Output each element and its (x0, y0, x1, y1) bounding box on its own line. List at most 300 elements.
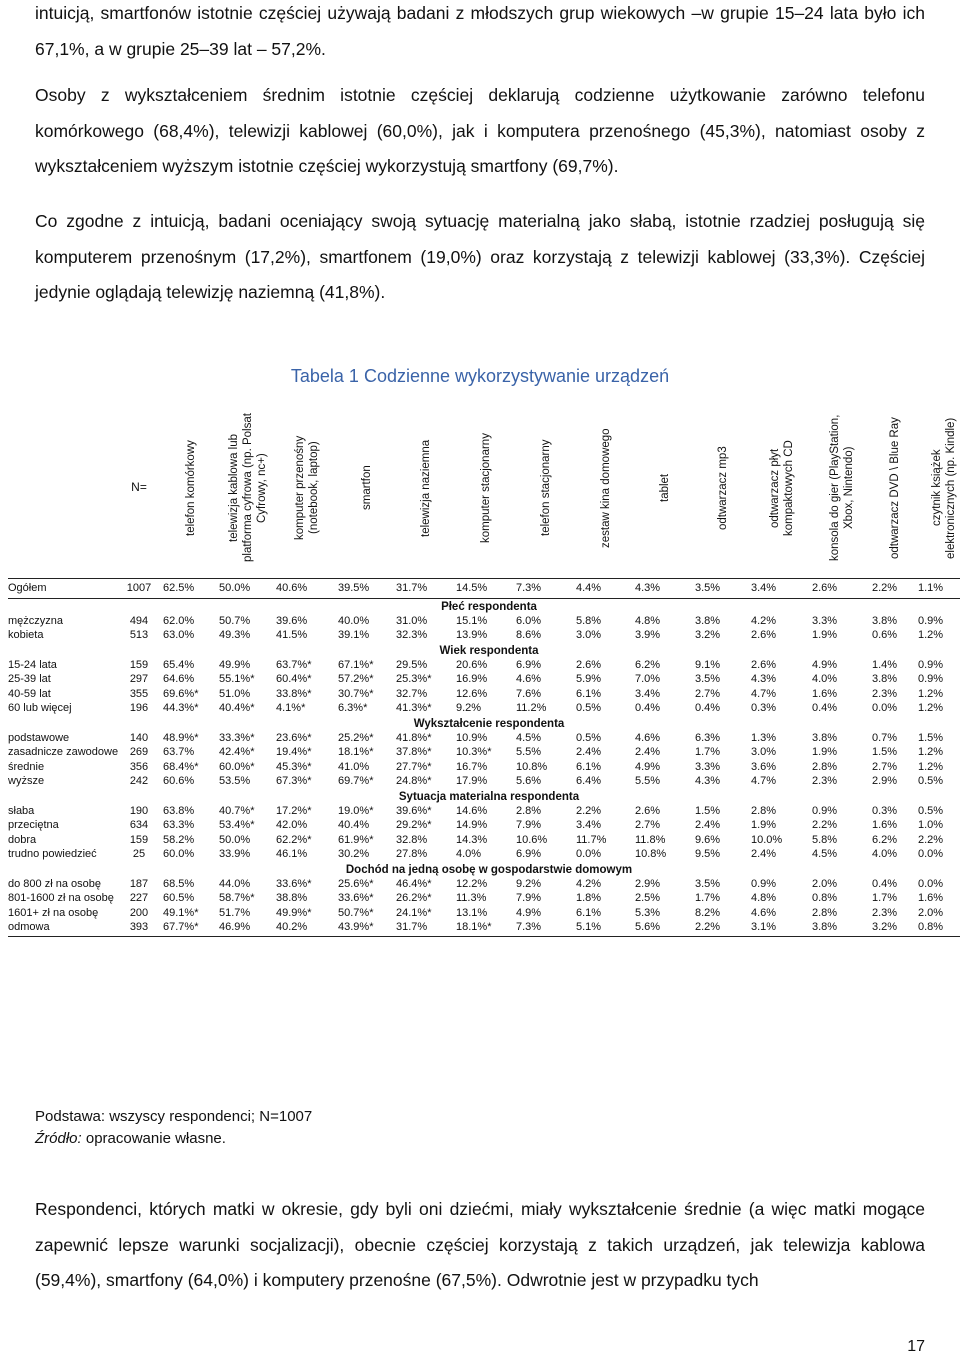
section-title: Płeć respondenta (441, 600, 537, 613)
column-header-label: komputer stacjonarny (480, 433, 492, 543)
cell-value: 40.6% (276, 579, 338, 599)
cell-value: 46.4%* (396, 877, 432, 890)
cell-value: 67.7%* (163, 920, 219, 936)
cell-value: 63.0% (163, 629, 195, 641)
row-n: 297 (129, 673, 149, 685)
column-header-label: czytnik książek elektronicznych (np. Kindle) (931, 417, 957, 559)
table-row (8, 687, 960, 702)
cell-value: 69.6%* (163, 687, 199, 700)
cell-value: 2.8% (812, 906, 838, 919)
cell-value: 7.9% (516, 819, 542, 831)
cell-value: 2.4% (576, 746, 602, 758)
cell-value: 2.6% (635, 804, 661, 817)
cell-value: 41.8%* (396, 731, 432, 744)
cell-value: 1.2% (918, 746, 944, 758)
cell-value: 40.0% (338, 614, 370, 627)
cell-value: 39.6% (276, 614, 308, 627)
cell-value: 0.9% (918, 614, 944, 627)
cell-value: 5.3% (635, 906, 661, 919)
table-row (8, 877, 960, 892)
cell-value: 1.2% (918, 687, 944, 700)
cell-value: 26.2%* (396, 892, 432, 904)
cell-value: 33.8%* (276, 687, 312, 700)
cell-value: 25.6%* (338, 877, 374, 890)
cell-value: 0.9% (918, 673, 944, 685)
cell-value: 17.2%* (276, 804, 312, 817)
cell-value: 5.1% (576, 920, 635, 936)
column-header-label: odtwarzacz płyt kompaktowych CD (768, 440, 795, 536)
cell-value: 63.7% (163, 746, 195, 758)
table-row (8, 614, 960, 629)
cell-value: 18.1%* (456, 920, 516, 936)
cell-value: 33.6%* (276, 877, 312, 890)
cell-value: 50.7%* (338, 906, 374, 919)
cell-value: 49.9%* (276, 906, 312, 919)
cell-value: 2.7% (695, 687, 721, 700)
cell-value: 6.0% (516, 614, 542, 627)
cell-value: 0.4% (872, 877, 898, 890)
cell-value: 1.4% (872, 658, 898, 671)
cell-value: 10.6% (516, 833, 548, 846)
cell-value: 55.1%* (219, 673, 255, 685)
cell-value: 63.8% (163, 804, 195, 817)
cell-value: 41.3%* (396, 702, 432, 714)
cell-value: 8.6% (516, 629, 542, 641)
cell-value: 57.2%* (338, 673, 374, 685)
cell-value: 50.7% (219, 614, 251, 627)
cell-value: 5.5% (635, 775, 661, 787)
cell-value: 2.2% (872, 579, 918, 599)
cell-value: 4.6% (751, 906, 777, 919)
column-header-label: odtwarzacz DVD \ Blue Ray (889, 417, 901, 559)
table-row (8, 818, 960, 833)
cell-value: 3.2% (695, 629, 721, 641)
cell-value: 61.9%* (338, 833, 374, 846)
cell-value: 3.5% (695, 673, 721, 685)
cell-value: 0.5% (576, 702, 602, 714)
table-row (8, 847, 960, 862)
table-row (8, 745, 960, 760)
cell-value: 6.1% (576, 906, 602, 919)
cell-value: 2.2% (918, 833, 944, 846)
source-note (35, 1128, 226, 1149)
cell-value: 38.8% (276, 892, 308, 904)
column-header (812, 396, 872, 579)
column-header-label: telewizja naziemna (420, 439, 432, 537)
table-caption: Tabela 1 Codzienne wykorzystywanie urządzeń (290, 366, 670, 386)
cell-value: 13.9% (456, 629, 488, 641)
cell-value: 3.5% (695, 877, 721, 890)
cell-value: 15.1% (456, 614, 488, 627)
cell-value: 0.0% (918, 877, 944, 890)
row-label: zasadnicze zawodowe (8, 746, 119, 758)
cell-value: 0.3% (872, 804, 898, 817)
cell-value: 45.3%* (276, 760, 312, 773)
cell-value: 0.4% (695, 702, 721, 714)
column-header-label: odtwarzacz mp3 (717, 446, 729, 530)
row-n: 196 (129, 702, 149, 714)
cell-value: 60.0% (163, 848, 195, 860)
cell-value: 40.4%* (219, 702, 255, 714)
cell-value: 3.3% (812, 614, 838, 627)
n-header: N= (131, 480, 147, 494)
cell-value: 17.9% (456, 775, 488, 787)
column-header (635, 396, 695, 579)
cell-value: 9.5% (695, 848, 721, 860)
cell-value: 16.9% (456, 673, 488, 685)
table-row (8, 760, 960, 775)
cell-value: 0.9% (918, 658, 944, 671)
column-header (695, 396, 751, 579)
cell-value: 60.6% (163, 775, 195, 787)
cell-value: 3.4% (576, 819, 602, 831)
cell-value: 0.5% (918, 775, 944, 787)
column-header (163, 396, 219, 579)
cell-value: 7.3% (516, 579, 576, 599)
column-header-label: telefon stacjonarny (540, 439, 552, 537)
cell-value: 2.5% (635, 892, 661, 904)
cell-value: 7.6% (516, 687, 542, 700)
cell-value: 50.0% (219, 833, 251, 846)
row-label: Ogółem (8, 579, 115, 599)
cell-value: 19.4%* (276, 746, 312, 758)
cell-value: 1.5% (872, 746, 898, 758)
section-title: Wiek respondenta (439, 644, 539, 657)
cell-value: 5.6% (635, 920, 695, 936)
cell-value: 6.9% (516, 658, 542, 671)
column-header-label: telewizja kablowa lub platforma cyfrowa (np. Polsat Cyfrowy, nc+) (227, 413, 268, 563)
cell-value: 27.7%* (396, 760, 432, 773)
cell-value: 3.8% (872, 673, 898, 685)
cell-value: 4.9% (516, 906, 542, 919)
cell-value: 31.0% (396, 614, 428, 627)
section-row (8, 789, 960, 804)
table-body (8, 579, 960, 937)
cell-value: 2.9% (635, 877, 661, 890)
row-label: słaba (8, 804, 35, 817)
cell-value: 69.7%* (338, 775, 374, 787)
cell-value: 11.8% (635, 833, 666, 846)
cell-value: 50.0% (219, 579, 276, 599)
section-title: Dochód na jedną osobę w gospodarstwie domowym (345, 863, 633, 876)
cell-value: 4.0% (812, 673, 838, 685)
cell-value: 3.0% (751, 746, 777, 758)
row-n: 1007 (115, 579, 163, 599)
cell-value: 60.4%* (276, 673, 312, 685)
cell-value: 3.0% (576, 629, 602, 641)
cell-value: 1.1% (918, 579, 960, 599)
cell-value: 3.6% (751, 760, 777, 773)
cell-value: 46.1% (276, 848, 308, 860)
column-header-label: komputer przenośny (notebook, laptop) (294, 435, 320, 541)
page-number: 17 (907, 1338, 925, 1355)
cell-value: 6.1% (576, 687, 602, 700)
cell-value: 16.7% (456, 760, 488, 773)
cell-value: 1.9% (812, 746, 838, 758)
section-row (8, 862, 960, 877)
cell-value: 2.0% (812, 877, 838, 890)
row-label: 60 lub więcej (8, 702, 72, 714)
cell-value: 60.0%* (219, 760, 255, 773)
header-row (8, 396, 960, 579)
cell-value: 2.6% (751, 629, 777, 641)
cell-value: 39.5% (338, 579, 396, 599)
cell-value: 11.3% (456, 892, 487, 904)
row-n: 513 (129, 629, 149, 641)
cell-value: 6.2% (635, 658, 661, 671)
cell-value: 19.0%* (338, 804, 374, 817)
cell-value: 18.1%* (338, 746, 374, 758)
cell-value: 33.6%* (338, 892, 374, 904)
section-row (8, 643, 960, 658)
cell-value: 41.5% (276, 629, 308, 641)
row-label: 40-59 lat (8, 687, 51, 700)
cell-value: 14.6% (456, 804, 488, 817)
row-n: 393 (115, 920, 163, 936)
row-label: mężczyzna (8, 614, 64, 627)
row-n: 269 (129, 746, 149, 758)
row-n: 227 (129, 892, 149, 904)
cell-value: 33.3%* (219, 731, 255, 744)
section-row (8, 598, 960, 614)
cell-value: 10.0% (751, 833, 783, 846)
cell-value: 0.5% (918, 804, 944, 817)
cell-value: 4.8% (635, 614, 661, 627)
cell-value: 0.3% (751, 702, 777, 714)
cell-value: 4.5% (812, 848, 838, 860)
cell-value: 49.3% (219, 629, 251, 641)
cell-value: 60.5% (163, 892, 195, 904)
cell-value: 30.2% (338, 848, 370, 860)
cell-value: 62.2%* (276, 833, 312, 846)
cell-value: 44.0% (219, 877, 251, 890)
cell-value: 2.4% (695, 819, 721, 831)
cell-value: 2.6% (751, 658, 777, 671)
cell-value: 43.9%* (338, 920, 396, 936)
cell-value: 29.5% (396, 658, 428, 671)
cell-value: 6.3% (695, 731, 721, 744)
row-label: przeciętna (8, 819, 59, 831)
cell-value: 0.0% (918, 848, 944, 860)
column-header-label: konsola do gier (PlayStation, Xbox, Nintendo) (829, 414, 855, 562)
cell-value: 11.7% (576, 833, 607, 846)
cell-value: 0.0% (576, 848, 602, 860)
cell-value: 0.8% (812, 892, 838, 904)
cell-value: 27.8% (396, 848, 428, 860)
cell-value: 32.3% (396, 629, 428, 641)
cell-value: 62.0% (163, 614, 195, 627)
cell-value: 7.0% (635, 673, 661, 685)
cell-value: 68.4%* (163, 760, 199, 773)
cell-value: 4.8% (751, 892, 777, 904)
cell-value: 49.9% (219, 658, 251, 671)
row-n: 25 (132, 848, 146, 860)
cell-value: 6.1% (576, 760, 602, 773)
cell-value: 14.3% (456, 833, 488, 846)
table-row (8, 658, 960, 673)
paragraph-2: Osoby z wykształceniem średnim istotnie częściej deklarują codzienne użytkowanie zarówno telefonu komórkowego (68,4%), telewizji kablowej (60,0%), jak i komputera przenośnego (45,3%), natomiast osoby z wykształceniem wyższym istotnie częściej wykorzystują smartfony (69,7%). (35, 85, 925, 176)
cell-value: 10.9% (456, 731, 488, 744)
cell-value: 3.8% (812, 731, 838, 744)
cell-value: 8.2% (695, 906, 721, 919)
cell-value: 2.8% (516, 804, 542, 817)
cell-value: 39.6%* (396, 804, 432, 817)
cell-value: 1.2% (918, 629, 944, 641)
cell-value: 42.4%* (219, 746, 255, 758)
cell-value: 65.4% (163, 658, 195, 671)
cell-value: 4.9% (635, 760, 661, 773)
cell-value: 30.7%* (338, 687, 374, 700)
source-value: opracowanie własne. (81, 1130, 226, 1147)
cell-value: 24.8%* (396, 775, 432, 787)
table-row (8, 920, 960, 936)
cell-value: 3.5% (695, 579, 751, 599)
cell-value: 2.8% (751, 804, 777, 817)
cell-value: 3.8% (695, 614, 721, 627)
cell-value: 40.4% (338, 819, 370, 831)
cell-value: 63.3% (163, 819, 195, 831)
section-title: Sytuacja materialna respondenta (398, 790, 580, 803)
column-header-label: tablet (659, 473, 671, 503)
cell-value: 7.3% (516, 920, 576, 936)
cell-value: 24.1%* (396, 906, 432, 919)
cell-value: 2.2% (812, 819, 838, 831)
table-row (8, 891, 960, 906)
cell-value: 4.0% (872, 848, 898, 860)
cell-value: 63.7%* (276, 658, 312, 671)
cell-value: 1.7% (872, 892, 898, 904)
row-n: 356 (129, 760, 149, 773)
column-header (219, 396, 276, 579)
table-row (8, 579, 960, 599)
cell-value: 4.3% (635, 579, 695, 599)
cell-value: 2.7% (635, 819, 661, 831)
row-label: średnie (8, 760, 45, 773)
cell-value: 3.2% (872, 920, 918, 936)
paragraph-3: Co zgodne z intuicją, badani oceniający swoją sytuację materialną jako słabą, istotnie rzadziej posługują się komputerem przenośnym (17,2%), smartfonem (19,0%) oraz korzystają z telewizji kablowej (33,3%). Częściej jedynie oglądają telewizję naziemną (41,8%). (35, 211, 925, 302)
row-n: 159 (129, 833, 149, 846)
cell-value: 9.1% (695, 658, 721, 671)
table-row (8, 628, 960, 643)
cell-value: 31.7% (396, 920, 456, 936)
table-row (8, 906, 960, 921)
cell-value: 2.6% (812, 579, 872, 599)
row-label: 801-1600 zł na osobę (8, 892, 114, 904)
cell-value: 9.2% (516, 877, 542, 890)
column-header (872, 396, 918, 579)
cell-value: 2.9% (872, 775, 898, 787)
cell-value: 0.6% (872, 629, 898, 641)
cell-value: 9.2% (456, 702, 482, 714)
cell-value: 1.7% (695, 746, 721, 758)
row-n: 494 (129, 614, 149, 627)
cell-value: 2.2% (695, 920, 751, 936)
cell-value: 1.5% (918, 731, 944, 744)
column-header (918, 396, 960, 579)
cell-value: 2.2% (576, 804, 602, 817)
cell-value: 4.4% (576, 579, 635, 599)
cell-value: 4.2% (576, 877, 602, 890)
cell-value: 1.2% (918, 760, 944, 773)
cell-value: 0.7% (872, 731, 898, 744)
cell-value: 10.8% (635, 848, 667, 860)
table-row (8, 833, 960, 848)
column-header-label: zestaw kina domowego (599, 428, 612, 548)
cell-value: 3.8% (872, 614, 898, 627)
cell-value: 3.9% (635, 629, 661, 641)
cell-value: 4.6% (635, 731, 661, 744)
section-row (8, 716, 960, 731)
cell-value: 5.5% (516, 746, 542, 758)
cell-value: 0.9% (812, 804, 838, 817)
cell-value: 6.3%* (338, 702, 368, 714)
cell-value: 5.8% (812, 833, 838, 846)
cell-value: 33.9% (219, 848, 251, 860)
row-n: 200 (129, 906, 149, 919)
cell-value: 4.3% (695, 775, 721, 787)
row-label: 25-39 lat (8, 673, 51, 685)
cell-value: 62.5% (163, 579, 219, 599)
cell-value: 1.6% (872, 819, 898, 831)
cell-value: 1.9% (751, 819, 777, 831)
cell-value: 6.9% (516, 848, 542, 860)
cell-value: 1.2% (918, 702, 944, 714)
cell-value: 40.7%* (219, 804, 255, 817)
table-row (8, 774, 960, 789)
column-header-label: telefon komórkowy (185, 440, 197, 536)
cell-value: 23.6%* (276, 731, 312, 744)
paragraph-1: intuicją, smartfonów istotnie częściej używają badani z młodszych grup wiekowych –w grupie 15–24 lata było ich 67,1%, a w grupie 25–39 lat – 57,2%. (35, 3, 925, 59)
cell-value: 51.0% (219, 687, 251, 700)
cell-value: 2.3% (872, 687, 898, 700)
cell-value: 40.2% (276, 920, 338, 936)
cell-value: 4.5% (516, 731, 542, 744)
cell-value: 0.4% (812, 702, 838, 714)
cell-value: 1.5% (695, 804, 721, 817)
row-n: 355 (129, 687, 149, 700)
paragraph-4: Respondenci, których matki w okresie, gdy byli oni dziećmi, miały wykształcenie średnie (a więc matki mogące zapewnić lepsze warunki socjalizacji), obecnie częściej korzystają z takich urządzeń, jak telewizja kablowa (59,4%), smartfony (64,0%) i komputery przenośne (67,5%). Odwrotnie jest w przypadku tych (35, 1199, 925, 1290)
cell-value: 1.3% (751, 731, 777, 744)
cell-value: 42.0% (276, 819, 308, 831)
cell-value: 46.9% (219, 920, 276, 936)
cell-value: 3.3% (695, 760, 721, 773)
row-label: dobra (8, 833, 37, 846)
cell-value: 41.0% (338, 760, 370, 773)
cell-value: 0.8% (918, 920, 960, 936)
cell-value: 4.0% (456, 848, 482, 860)
cell-value: 1.7% (695, 892, 721, 904)
row-label: 1601+ zł na osobę (8, 906, 99, 919)
cell-value: 5.9% (576, 673, 602, 685)
column-header (576, 396, 635, 579)
cell-value: 25.3%* (396, 673, 432, 685)
column-header (276, 396, 338, 579)
row-n: 140 (129, 731, 149, 744)
row-n: 242 (129, 775, 149, 787)
row-label: wyższe (8, 775, 45, 787)
column-header (516, 396, 576, 579)
cell-value: 5.8% (576, 614, 602, 627)
column-header (456, 396, 516, 579)
cell-value: 44.3%* (163, 702, 199, 714)
empty-header-cell (8, 396, 115, 579)
row-label: podstawowe (8, 731, 70, 744)
cell-value: 10.8% (516, 760, 548, 773)
cell-value: 2.0% (918, 906, 944, 919)
cell-value: 12.6% (456, 687, 488, 700)
cell-value: 37.8%* (396, 746, 432, 758)
cell-value: 53.4%* (219, 819, 255, 831)
